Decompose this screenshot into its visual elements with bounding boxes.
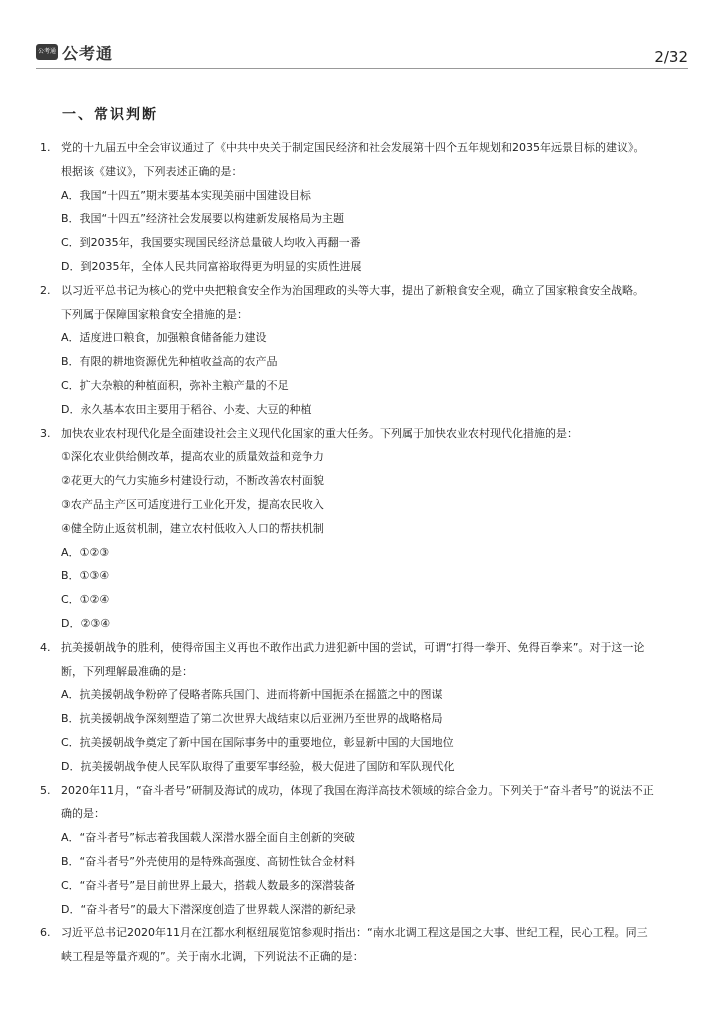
question-4 xyxy=(36,636,688,779)
question-stem-line: ③农产品主产区可适度进行工业化开发，提高农民收入 xyxy=(61,497,324,511)
answer-option: C．①②④ xyxy=(61,593,110,607)
section-title: 一、常识判断 xyxy=(62,107,158,123)
answer-option: D．“奋斗者号”的最大下潜深度创造了世界载人深潜的新纪录 xyxy=(61,902,356,916)
question-body xyxy=(61,279,688,422)
question-5 xyxy=(36,779,688,922)
question-stem-line: ④健全防止返贫机制，建立农村低收入人口的帮扶机制 xyxy=(61,521,324,535)
page-number: 2/32 xyxy=(654,48,688,66)
question-3 xyxy=(36,422,688,636)
answer-option: A．我国“十四五”期末要基本实现美丽中国建设目标 xyxy=(61,188,311,202)
answer-option: D．②③④ xyxy=(61,616,111,630)
question-stem-line: 确的是： xyxy=(61,807,105,821)
header-divider xyxy=(36,68,688,69)
logo-text: 公考通 xyxy=(62,44,114,63)
question-stem-line: 峡工程是等量齐观的”。关于南水北调，下列说法不正确的是： xyxy=(61,950,364,964)
question-stem-line: 下列属于保障国家粮食安全措施的是： xyxy=(61,307,248,321)
question-body xyxy=(61,136,688,279)
answer-option: A．适度进口粮食，加强粮食储备能力建设 xyxy=(61,331,267,345)
question-number: 3. xyxy=(40,426,51,440)
answer-option: B．①③④ xyxy=(61,569,110,583)
question-stem-line: 习近平总书记2020年11月在江都水利枢纽展览馆参观时指出：“南水北调工程这是国之大事、世纪工程，民心工程。同三 xyxy=(61,926,648,940)
answer-option: A．抗美援朝战争粉碎了侵略者陈兵国门、进而将新中国扼杀在摇篮之中的图谋 xyxy=(61,688,443,702)
answer-option: B．我国“十四五”经济社会发展要以构建新发展格局为主题 xyxy=(61,212,344,226)
question-number: 1. xyxy=(40,141,51,154)
question-list xyxy=(36,136,688,969)
answer-option: A．①②③ xyxy=(61,545,110,559)
question-number: 5. xyxy=(40,783,51,797)
question-number: 4. xyxy=(40,640,51,654)
question-stem-line: ①深化农业供给侧改革，提高农业的质量效益和竞争力 xyxy=(61,450,324,464)
answer-option: B．“奋斗者号”外壳使用的是特殊高强度、高韧性钛合金材料 xyxy=(61,854,355,868)
answer-option: D．永久基本农田主要用于稻谷、小麦、大豆的种植 xyxy=(61,402,312,416)
answer-option: D．到2035年，全体人民共同富裕取得更为明显的实质性进展 xyxy=(61,259,362,273)
answer-option: C．扩大杂粮的种植面积，弥补主粮产量的不足 xyxy=(61,378,289,392)
answer-option: D．抗美援朝战争使人民军队取得了重要军事经验，极大促进了国防和军队现代化 xyxy=(61,759,455,773)
question-body xyxy=(61,422,688,636)
answer-option: C．到2035年，我国要实现国民经济总量破人均收入再翻一番 xyxy=(61,236,361,250)
question-stem-line: 抗美援朝战争的胜利，使得帝国主义再也不敢作出武力进犯新中国的尝试，可谓“打得一拳开、免得百拳来”。对于这一论 xyxy=(61,640,645,654)
answer-option: B．抗美援朝战争深刻塑造了第二次世界大战结束以后亚洲乃至世界的战略格局 xyxy=(61,712,443,726)
question-2 xyxy=(36,279,688,422)
question-stem-line: 以习近平总书记为核心的党中央把粮食安全作为治国理政的头等大事，提出了新粮食安全观，确立了国家粮食安全战略。 xyxy=(61,283,644,297)
question-stem-line: 加快农业农村现代化是全面建设社会主义现代化国家的重大任务。下列属于加快农业农村现代化措施的是： xyxy=(61,426,578,440)
question-number: 6. xyxy=(40,926,51,940)
question-body xyxy=(61,779,688,922)
answer-option: B．有限的耕地资源优先种植收益高的农产品 xyxy=(61,355,278,369)
question-stem-line: 根据该《建议》，下列表述正确的是： xyxy=(61,164,243,178)
question-6 xyxy=(36,921,688,969)
question-number: 2. xyxy=(40,283,51,297)
question-stem-line: ②花更大的气力实施乡村建设行动，不断改善农村面貌 xyxy=(61,474,324,488)
question-1 xyxy=(36,136,688,279)
answer-option: C．抗美援朝战争奠定了新中国在国际事务中的重要地位，彰显新中国的大国地位 xyxy=(61,735,454,749)
question-body xyxy=(61,921,688,969)
page-header xyxy=(36,40,688,68)
question-body xyxy=(61,636,688,779)
answer-option: A．“奋斗者号”标志着我国载人深潜水器全面自主创新的突破 xyxy=(61,831,355,845)
question-stem-line: 党的十九届五中全会审议通过了《中共中央关于制定国民经济和社会发展第十四个五年规划和2035年远景目标的建议》。 xyxy=(61,141,645,154)
logo-badge: 公考通 xyxy=(36,44,58,60)
question-stem-line: 2020年11月，“奋斗者号”研制及海试的成功，体现了我国在海洋高技术领域的综合金力。下列关于“奋斗者号”的说法不正 xyxy=(61,783,654,797)
question-stem-line: 断，下列理解最准确的是： xyxy=(61,664,193,678)
answer-option: C．“奋斗者号”是目前世界上最大，搭载人数最多的深潜装备 xyxy=(61,878,356,892)
